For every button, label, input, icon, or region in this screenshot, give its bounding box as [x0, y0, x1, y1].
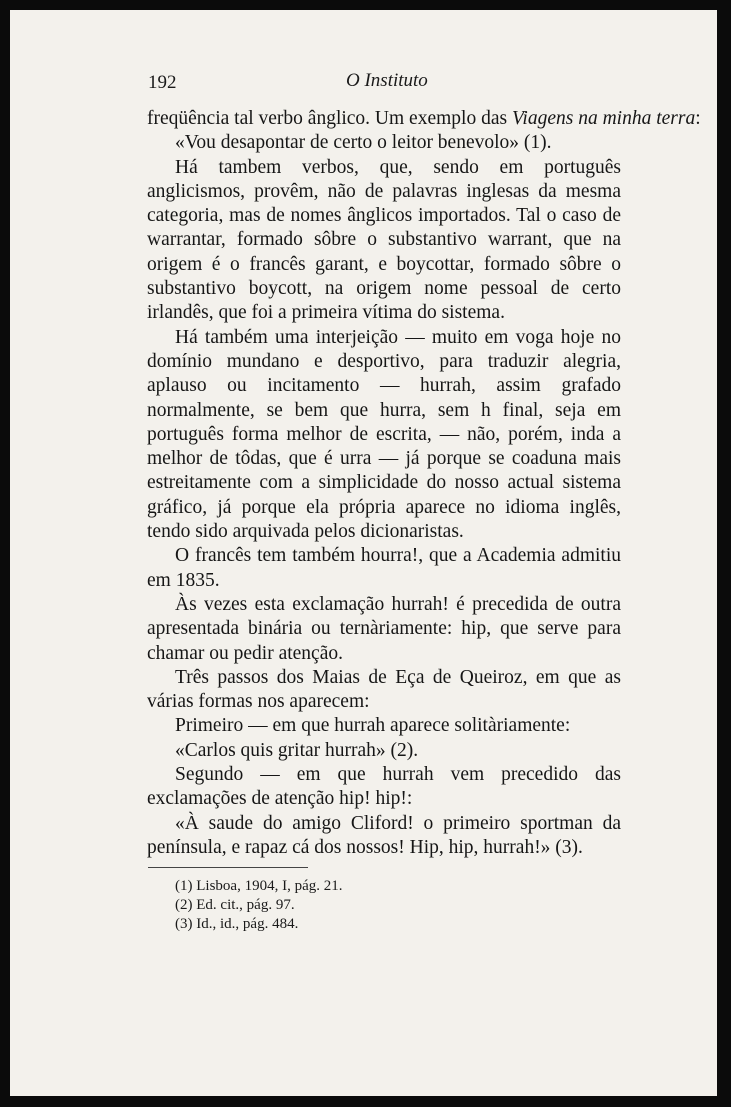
paragraph-9: «Carlos quis gritar hurrah» (2). — [175, 739, 419, 761]
book-page — [10, 10, 717, 1096]
paragraph-6: Às vezes esta exclamação hurrah! é precedida de outra apresentada binária ou ternàriamente: hip, que serve para chamar ou pedir atenção. — [147, 593, 621, 664]
page-header — [148, 68, 628, 98]
body-text — [147, 107, 701, 860]
p1-line: freqüência tal verbo ânglico. Um exemplo das Viagens na minha terra: — [147, 108, 701, 129]
footnote-3: (3) Id., id., pág. 484. — [175, 916, 299, 932]
paragraph-2: «Vou desapontar de certo o leitor benevolo» (1). — [175, 132, 552, 154]
paragraph-11: «À saude do amigo Cliford! o primeiro sportman da península, e rapaz cá dos nossos! Hip, hip, hurrah!» (3). — [147, 812, 621, 858]
paragraph-1 — [147, 107, 701, 131]
paragraph-10: Segundo — em que hurrah vem precedido das exclamações de atenção hip! hip!: — [147, 764, 621, 810]
book-title-viagens: Viagens na minha terra — [511, 108, 696, 129]
paragraph-4: Há também uma interjeição — muito em voga hoje no domínio mundano e desportivo, para traduzir alegria, aplauso ou incitamento — hurrah, assim grafado normalmente, se bem que hurra, sem h final, seja em português forma melhor de escrita, — não, porém, inda a melhor de tôdas, que é urra — já porque se coaduna mais estreitamente com a simplicidade do nosso actual sistema gráfico, já porque ela própria aparece no idioma inglês, tendo sido arquivada pelos dicionaristas. — [147, 326, 621, 543]
paragraph-8: Primeiro — em que hurrah aparece solitàriamente: — [175, 715, 571, 737]
running-title: O Instituto — [346, 70, 428, 91]
paragraph-3: Há tambem verbos, que, sendo em português anglicismos, provêm, não de palavras inglesas da mesma categoria, mas de nomes ânglicos importados. Tal o caso de warrantar, formado sôbre o substantivo warrant, que na origem é o francês garant, e boycottar, formado sôbre o substantivo boycott, na origem nome pessoal de certo irlandês, que foi a primeira vítima do sistema. — [147, 156, 621, 324]
footnotes — [175, 877, 342, 934]
footnote-2: (2) Ed. cit., pág. 97. — [175, 897, 295, 913]
page-number: 192 — [148, 72, 177, 93]
paragraph-7: Três passos dos Maias de Eça de Queiroz, em que as várias formas nos aparecem: — [147, 666, 621, 713]
footnote-separator — [148, 867, 308, 868]
footnote-1: (1) Lisboa, 1904, I, pág. 21. — [175, 878, 343, 894]
paragraph-5: O francês tem também hourra!, que a Academia admitiu em 1835. — [147, 545, 621, 591]
